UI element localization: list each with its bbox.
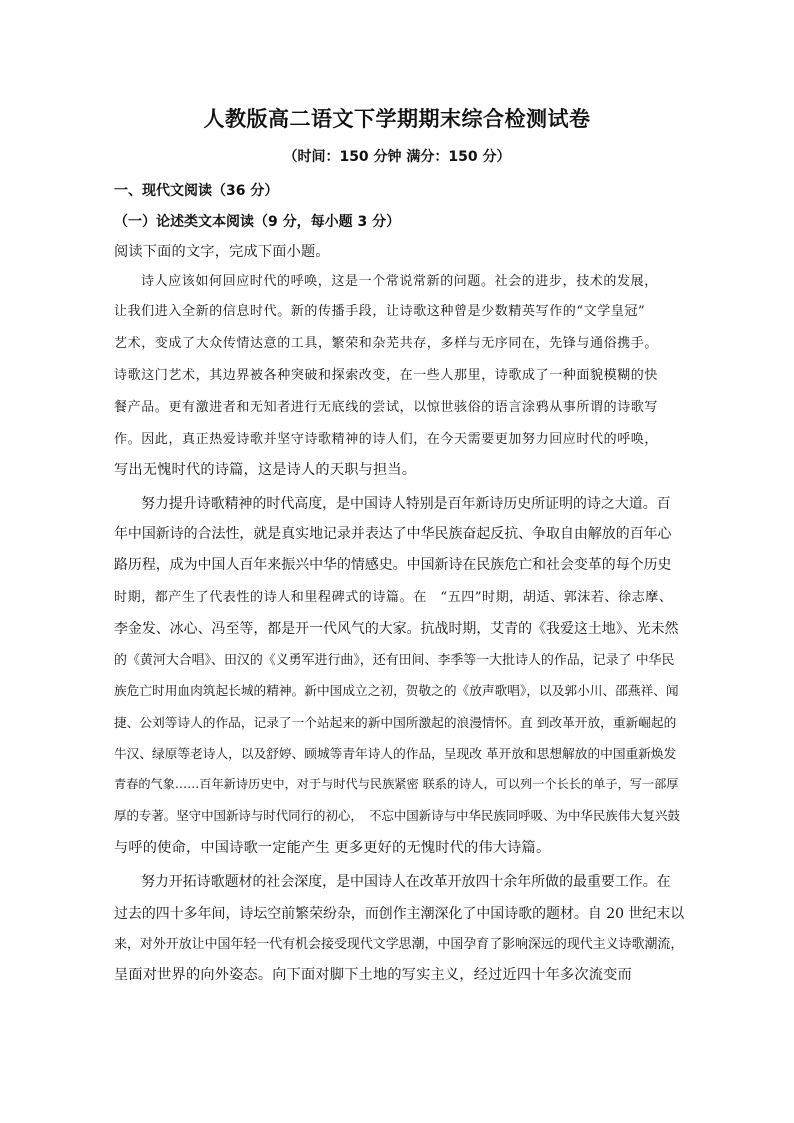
text-line: 路历程，成为中国人百年来振兴中华的情感史。中国新诗在民族危亡和社会变革的每个历史 [114, 557, 672, 573]
text-line: 写出无愧时代的诗篇，这是诗人的天职与担当。 [114, 462, 417, 478]
text-line: 艺术，变成了大众传情达意的工具，繁荣和杂芜共存，多样与无序同在，先锋与通俗携手。 [114, 336, 659, 351]
text-line: 族危亡时用血肉筑起长城的精神。新中国成立之初，贺敬之的《放声歌唱》，以及郭小川、邵燕祥、闻 [114, 683, 679, 698]
text-line: 青春的气象……百年新诗历史中，对于与时代与民族紧密 联系的诗人，可以列一个长长的单子，写一部厚 [114, 777, 679, 791]
text-line: 与呼的使命，中国诗歌一定能产生 更多更好的无愧时代的伟大诗篇。 [114, 840, 551, 856]
subsection-heading: （一）论述类文本阅读（9 分，每小题 3 分） [114, 214, 401, 230]
text-line: 过去的四十多年间，诗坛空前繁荣纷杂，而创作主潮深化了中国诗歌的题材。自 20 世纪末以 [114, 906, 685, 922]
exam-time-score: （时间：150 分钟 满分：150 分） [283, 149, 511, 165]
text-line: 诗人应该如何回应时代的呼唤，这是一个常说常新的问题。社会的进步，技术的发展， [141, 274, 658, 289]
text-line: 厚的专著。坚守中国新诗与时代同行的初心， 不忘中国新诗与中华民族同呼吸、为中华民族伟大复兴鼓 [114, 808, 680, 823]
text-line: 捷、公刘等诗人的作品，记录了一个站起来的新中国所激起的浪漫情怀。直 到改革开放，重新崛起的 [114, 715, 677, 730]
text-line: 诗歌这门艺术，其边界被各种突破和探索改变，在一些人那里，诗歌成了一种面貌模糊的快 [114, 368, 659, 383]
text-line: 让我们进入全新的信息时代。新的传播手段，让诗歌这种曾是少数精英写作的“文学皇冠” [114, 304, 646, 319]
text-line: 餐产品。更有激进者和无知者进行无底线的尝试，以惊世骇俗的语言涂鸦从事所谓的诗歌写 [114, 400, 659, 415]
text-line: 作。因此，真正热爱诗歌并坚守诗歌精神的诗人们，在今天需要更加努力回应时代的呼唤， [114, 432, 659, 447]
text-line: 来，对外开放让中国年轻一代有机会接受现代文学思潮，中国孕育了影响深远的现代主义诗歌潮流， [114, 937, 684, 952]
text-line: 努力开拓诗歌题材的社会深度，是中国诗人在改革开放四十余年所做的最重要工作。在 [141, 874, 671, 890]
text-line: 年中国新诗的合法性，就是真实地记录并表达了中华民族奋起反抗、争取自由解放的百年心 [114, 526, 672, 542]
instruction-text: 阅读下面的文字，完成下面小题。 [114, 244, 330, 260]
section-heading: 一、现代文阅读（36 分） [114, 183, 279, 199]
text-line: 努力提升诗歌精神的时代高度，是中国诗人特别是百年新诗历史所证明的诗之大道。百 [141, 496, 671, 512]
text-line: 的《黄河大合唱》、田汉的《义勇军进行曲》，还有田间、李季等一大批诗人的作品，记录了 中华民 [114, 653, 675, 668]
text-line: 时期，都产生了代表性的诗人和里程碑式的诗篇。在 “五四”时期，胡适、郭沫若、徐志摩、 [114, 590, 673, 605]
text-line: 李金发、冰心、冯至等，都是开一代风气的大家。抗战时期，艾青的《我爱这土地》、光未然 [114, 621, 679, 637]
page-title: 人教版高二语文下学期期末综合检测试卷 [203, 107, 591, 131]
text-line: 牛汉、绿原等老诗人，以及舒婷、顾城等青年诗人的作品，呈现改 革开放和思想解放的中国重新焕发 [114, 746, 677, 761]
text-line: 呈面对世界的向外姿态。向下面对脚下土地的写实主义，经过近四十年多次流变而 [114, 967, 632, 983]
